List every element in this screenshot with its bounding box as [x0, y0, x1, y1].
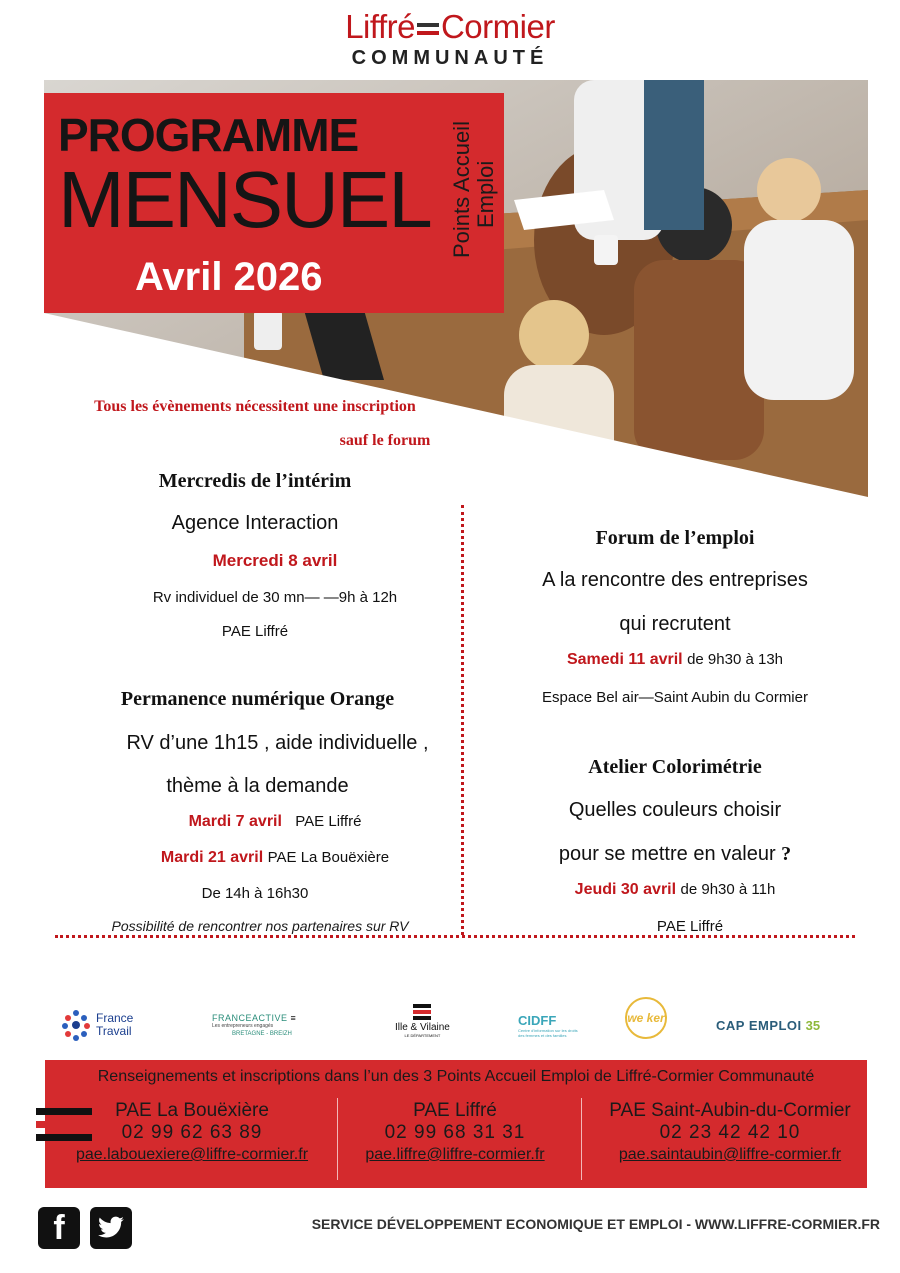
- event-date-interim: Mercredi 8 avril: [212, 551, 338, 570]
- event-place2-numerique: PAE La Bouëxière: [267, 849, 390, 866]
- logo-equal-mark: [417, 23, 439, 35]
- office-email[interactable]: pae.liffre@liffre-cormier.fr: [365, 1146, 545, 1163]
- event-title-atelier: Atelier Colorimétrie: [588, 756, 762, 778]
- event-line1-forum: A la rencontre des entreprises: [542, 569, 808, 591]
- office-name: PAE Liffré: [413, 1100, 497, 1121]
- event-line2-numerique: thème à la demande: [166, 775, 349, 797]
- event-date-forum: Samedi 11 avril: [566, 651, 683, 668]
- office-name: PAE La Bouëxière: [115, 1100, 269, 1121]
- liffre-cormier-logo: [300, 8, 600, 70]
- event-date-atelier: Jeudi 30 avril: [574, 881, 677, 898]
- ille-vilaine-icon: [409, 1002, 435, 1022]
- france-travail-icon: [60, 1007, 92, 1043]
- logo-text-communaute: COMMUNAUTÉ: [351, 47, 549, 69]
- france-active-line3: BRETAGNE - BREIZH: [232, 1031, 292, 1037]
- logo-text-liffre: Liffré: [345, 8, 415, 45]
- event-date2-numerique: Mardi 21 avril: [160, 849, 264, 866]
- event-note-numerique: Possibilité de rencontrer nos partenaires sur RV: [111, 918, 409, 934]
- cidff-line2: Centre d'information sur les droits des femmes et des familles: [518, 1027, 578, 1038]
- event-title-interim: Mercredis de l’intérim: [158, 470, 352, 492]
- section-divider: [55, 935, 855, 938]
- ille-vilaine-line1: Ille & Vilaine: [395, 1022, 450, 1033]
- event-place-forum: Espace Bel air—Saint Aubin du Cormier: [542, 689, 808, 706]
- month-title: Avril 2026: [135, 255, 323, 299]
- event-slot2-numerique: [80, 849, 470, 867]
- registration-notice-exception: sauf le forum: [339, 432, 431, 449]
- partner-weker: [625, 998, 667, 1038]
- title-mensuel: MENSUEL: [58, 155, 431, 244]
- event-line2-atelier-text: pour se mettre en valeur: [558, 843, 776, 865]
- france-travail-line1: France: [96, 1011, 134, 1025]
- cap-emploi-number: 35: [805, 1017, 821, 1033]
- vertical-subtitle-line1: Points Accueil: [449, 121, 474, 258]
- twitter-icon[interactable]: [90, 1207, 132, 1249]
- contact-office-liffre: [325, 1100, 585, 1166]
- office-phone[interactable]: 02 99 68 31 31: [384, 1122, 526, 1143]
- partner-france-travail: [60, 1005, 133, 1045]
- event-title-numerique: Permanence numérique Orange: [120, 688, 395, 710]
- logo-text-cormier: Cormier: [440, 8, 555, 45]
- office-email[interactable]: pae.labouexiere@liffre-cormier.fr: [75, 1146, 309, 1163]
- office-name: PAE Saint-Aubin-du-Cormier: [609, 1100, 851, 1121]
- event-place-atelier: PAE Liffré: [656, 918, 724, 935]
- facebook-icon[interactable]: [38, 1207, 80, 1249]
- event-detail-interim: Rv individuel de 30 mn— —9h à 12h: [152, 589, 398, 606]
- event-line2-atelier: [485, 843, 865, 866]
- event-slot-forum: [485, 651, 865, 669]
- vertical-subtitle: [445, 118, 505, 258]
- office-phone[interactable]: 02 23 42 42 10: [659, 1122, 801, 1143]
- event-hours-numerique: De 14h à 16h30: [201, 885, 309, 902]
- office-phone[interactable]: 02 99 62 63 89: [121, 1122, 263, 1143]
- event-slot-atelier: [485, 881, 865, 899]
- twitter-bird-icon: [97, 1216, 125, 1240]
- column-divider: [461, 505, 464, 935]
- vertical-subtitle-line2: Emploi: [473, 160, 498, 228]
- event-hours-atelier: de 9h30 à 11h: [680, 881, 776, 898]
- event-line1-atelier: Quelles couleurs choisir: [568, 799, 782, 821]
- registration-notice: Tous les évènements nécessitent une inscription: [94, 398, 416, 415]
- contact-heading: Renseignements et inscriptions dans l’un des 3 Points Accueil Emploi de Liffré-Cormier Communauté: [97, 1068, 815, 1085]
- partner-france-active: [212, 1005, 296, 1045]
- event-subtitle-interim: Agence Interaction: [171, 512, 339, 534]
- event-hours-forum: de 9h30 à 13h: [687, 651, 784, 668]
- event-slot1-numerique: [80, 813, 470, 831]
- france-active-line2: Les entrepreneurs engagés: [212, 1023, 274, 1029]
- office-email[interactable]: pae.saintaubin@liffre-cormier.fr: [618, 1146, 842, 1163]
- weker-logo: we ker: [625, 997, 667, 1039]
- france-active-mark: ≡: [290, 1013, 297, 1023]
- france-travail-line2: Travail: [96, 1024, 132, 1038]
- title-programme: PROGRAMME: [58, 109, 359, 161]
- event-line1-numerique: RV d’une 1h15 , aide individuelle ,: [126, 732, 429, 754]
- facebook-glyph: f: [53, 1208, 65, 1247]
- contact-office-bouexiere: [62, 1100, 322, 1166]
- partner-ille-vilaine: [395, 1000, 450, 1040]
- event-date1-numerique: Mardi 7 avril: [188, 813, 282, 830]
- contact-office-saint-aubin: [600, 1100, 860, 1166]
- contact-separator: [581, 1098, 582, 1180]
- cap-emploi-text: CAP EMPLOI: [716, 1017, 802, 1033]
- event-line2-atelier-qmark: ?: [781, 843, 792, 865]
- event-title-forum: Forum de l’emploi: [595, 527, 755, 549]
- event-place1-numerique: PAE Liffré: [295, 813, 362, 830]
- cidff-line1: CIDFF: [518, 1012, 557, 1028]
- ille-vilaine-line2: LE DÉPARTEMENT: [404, 1033, 441, 1038]
- partner-cidff: [518, 1005, 578, 1045]
- footer-service-text: SERVICE DÉVELOPPEMENT ECONOMIQUE ET EMPLOI - WWW.LIFFRE-CORMIER.FR: [311, 1216, 880, 1232]
- france-active-line1: FRANCEACTIVE: [212, 1013, 288, 1023]
- partner-cap-emploi: [716, 1005, 820, 1045]
- event-place-interim: PAE Liffré: [221, 623, 289, 640]
- event-line2-forum: qui recrutent: [619, 613, 731, 635]
